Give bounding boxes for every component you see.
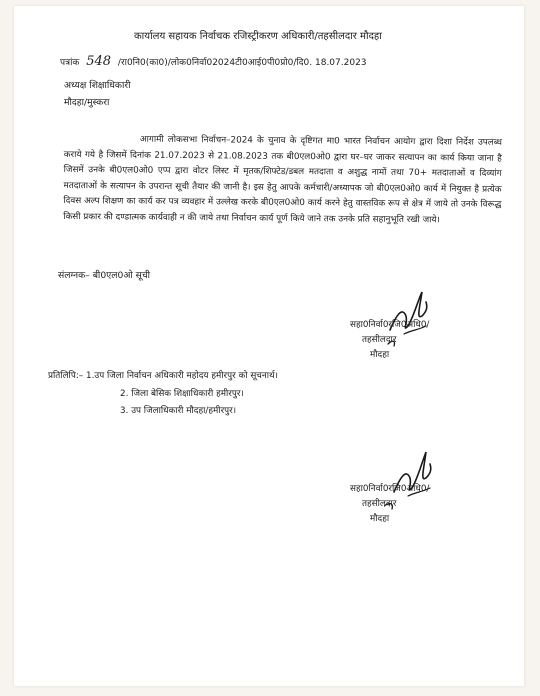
- copy-to-label: प्रतिलिपि:–: [48, 371, 84, 381]
- copy-to-item-1: 1.उप जिला निर्वाचन अधिकारी महोदय हमीरपुर को सूचनार्थ।: [85, 371, 279, 381]
- addressee-title: अध्यक्ष शिक्षाधिकारी: [64, 80, 131, 91]
- signature-2-location: मौदहा: [370, 514, 390, 524]
- copy-to-item-3: 3. उप जिलाधिकारी मौदहा/हमीरपुर।: [120, 406, 237, 416]
- copy-to-block: [48, 368, 278, 421]
- signature-1-title: तहसीलदार: [362, 335, 397, 345]
- reference-number: 548: [86, 54, 112, 69]
- office-heading: कार्यालय सहायक निर्वाचक रजिस्ट्रीकरण अधिकारी/तहसीलदार मौदहा: [134, 31, 382, 42]
- signature-1-location: मौदहा: [370, 350, 390, 360]
- signature-block-2: [350, 482, 429, 527]
- letter-body: [63, 132, 502, 229]
- letter-body-text: आगामी लोकसभा निर्वाचन–2024 के चुनाव के दृष्टिगत मा0 भारत निर्वाचन आयोग द्वारा दिशा निर्देश उपलब्ध कराये गये है जिसमें दिनांक 21.07.2023 से 21.08.2023 तक बी0एल0ओ0 द्वारा घर–घर जाकर सत्यापन का कार्य किया जाना है जिसमें उनके बी0एल0ओ0 एप्प द्वारा वोटर लिस्ट में मृतक/शिफ्टेड/डबल मतदाता व अशुद्ध नामों तथा 70+ मतदाताओं व दिव्यांग मतदाताओं के सत्यापन के उपरान्त सूची तैयार की जानी है। इस हेतु आपके कर्मचारी/अध्यापक जो बी0एल0ओ0 कार्य में नियुक्त है प्रत्येक दिवस अल्प शिक्षण का कार्य कर पत्र व्यवहार में उल्लेख करके बी0एल0ओ0 कार्य करने हेतु वास्तविक रूप से क्षेत्र में जाये तो उनके विरूद्ध किसी प्रकार की दण्डात्मक कार्यवाही न की जाये तथा निर्वाचन कार्य पूर्ण किये जाने तक उनके प्रति सहानुभूति रखी जाये।: [63, 134, 502, 226]
- signature-block-1: [350, 318, 429, 363]
- signature-2-designation: सहा0निर्वा0रजि0अधि0/: [350, 484, 430, 494]
- letter-page: [14, 6, 524, 686]
- copy-to-item-2: 2. जिला बेसिक शिक्षाधिकारी हमीरपुर।: [120, 388, 244, 399]
- reference-line: [60, 54, 367, 69]
- addressee-location: मौदहा/मुस्करा: [64, 97, 110, 108]
- reference-label: पत्रांक: [60, 58, 80, 68]
- signature-2-title: तहसीलदार: [362, 499, 397, 509]
- reference-text: /रा0नि0(का0)/लोक0निर्वा02024टी0आई0पी0प्रो0/दि0. 18.07.2023: [117, 58, 367, 68]
- enclosure-line: संलग्नक– बी0एल0ओ सूची: [58, 270, 151, 281]
- signature-1-designation: सहा0निर्वा0रजि0अधि0/: [350, 320, 430, 330]
